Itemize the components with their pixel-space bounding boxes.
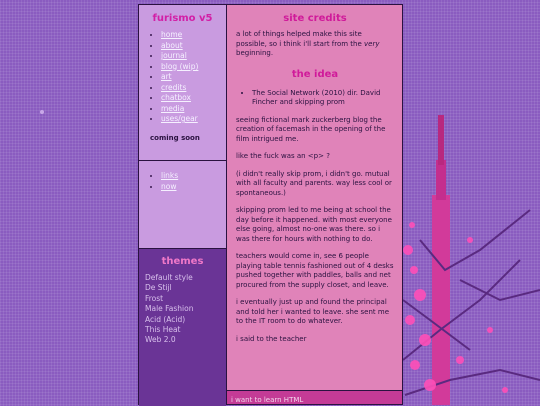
theme-option-web20[interactable]: Web 2.0	[145, 335, 176, 345]
sidebar	[138, 4, 226, 405]
coming-soon-label: coming soon	[150, 133, 200, 142]
idea-list	[236, 89, 394, 108]
theme-option-acid[interactable]: Acid (Acid)	[145, 314, 186, 324]
themes-title: themes	[161, 256, 204, 267]
main-content	[226, 4, 403, 391]
background-blossoms	[403, 222, 508, 393]
links-panel	[139, 161, 226, 249]
page-title: site credits	[283, 13, 347, 24]
nav-item-blog[interactable]: • blog (wip)	[161, 62, 226, 73]
themes-panel	[139, 249, 226, 406]
nav-item-home[interactable]: • home	[161, 30, 226, 41]
nav-item-art[interactable]: • art	[161, 72, 226, 83]
paragraph-prom: (i didn't really skip prom, i didn't go. mutual with all faculty and parents. way less cool or spontaneous.)	[236, 169, 392, 197]
nav-item-uses-gear[interactable]: • uses/gear	[161, 114, 226, 125]
theme-option-male-fashion[interactable]: Male Fashion	[145, 304, 194, 314]
theme-option-frost[interactable]: Frost	[145, 293, 164, 303]
paragraph-principal: i eventually just up and found the principal and told her i wanted to leave. she sent me to the IT room to do whatever.	[236, 298, 390, 325]
nav-panel	[139, 5, 226, 161]
nav-item-links[interactable]: • links	[161, 171, 226, 182]
background-dot	[40, 110, 44, 114]
background-pole	[432, 195, 450, 405]
next-section-strip: i want to learn HTML	[226, 391, 403, 405]
theme-option-de-stijl[interactable]: De Stijl	[145, 283, 172, 293]
site-title[interactable]: furismo v5	[152, 13, 213, 24]
main-nav	[139, 30, 226, 125]
nav-item-media[interactable]: • media	[161, 104, 226, 115]
paragraph-school-day: skipping prom led to me being at school the day before it happened. with most everyone else going, almost no-one was there. so i was there for hours with nothing to do.	[236, 206, 392, 243]
paragraph-p-tag: like the fuck was an <p> ?	[236, 152, 330, 160]
idea-list-item: • The Social Network (2010) dir. David Fincher and skipping prom	[252, 89, 394, 108]
secondary-nav	[139, 161, 226, 192]
nav-item-credits[interactable]: • credits	[161, 83, 226, 94]
paragraph-facemash: seeing fictional mark zuckerberg blog the creation of facemash in the opening of the film intrigued me.	[236, 115, 386, 143]
nav-item-journal[interactable]: • journal	[161, 51, 226, 62]
nav-item-chatbox[interactable]: • chatbox	[161, 93, 226, 104]
intro-paragraph: a lot of things helped make this site possible, so i think i'll start from the very beginning.	[236, 30, 380, 57]
paragraph-table-tennis: teachers would come in, see 6 people playing table tennis fashioned out of 4 desks pushed together with paddles, balls and net procured from the supply closet, and leave.	[236, 252, 394, 289]
nav-item-about[interactable]: • about	[161, 41, 226, 52]
section-heading-idea: the idea	[291, 68, 339, 80]
theme-option-this-heat[interactable]: This Heat	[145, 325, 181, 335]
paragraph-teacher: i said to the teacher	[236, 334, 307, 343]
theme-option-default[interactable]: Default style	[145, 273, 193, 282]
nav-item-now[interactable]: • now	[161, 182, 226, 193]
